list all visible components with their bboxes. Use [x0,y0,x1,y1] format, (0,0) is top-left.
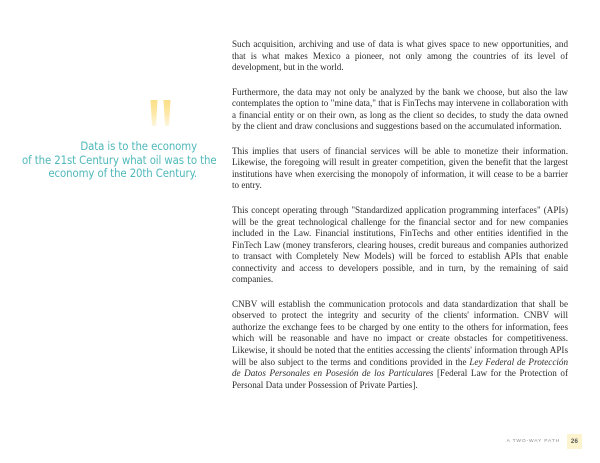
pullquote-line: economy of the 20th Century. [48,167,197,181]
page-number-badge: 26 [567,434,582,449]
body-text-column [232,39,568,391]
body-paragraph: Such acquisition, archiving and use of data is what gives space to new opportunities, and that is what makes Mexico a pioneer, not only among the countries of its level of development, but in the world. [232,39,568,73]
final-paragraph-lead: CNBV will establish the communication protocols and data standardization that shall be observed to protect the integrity and security of the clients' information. CNBV will authorize the exchange fees to be charged by one entity to the others for information, fees which will be reasonable and have no impact or create obstacles for competitiveness. Likewise, it should be noted that the entities accessing the clients' information through APIs will be also subject to the terms and conditions provided in the [232,298,568,367]
body-paragraph: This concept operating through "Standardized application programming interfaces" (APIs) will be the great technological challenge for the financial sector and for new companies included in the Law. Financial institutions, FinTechs and other entities identified in the FinTech Law (money transferors, clearing houses, credit bureaus and companies authorized to transact with Completely New Models) will be forced to establish APIs that enable connectivity and access to developers possible, and in turn, by the remaining of said companies. [232,205,568,285]
body-paragraph: Furthermore, the data may not only be analyzed by the bank we choose, but also the law contemplates the option to "mine data," that is FinTechs may intervene in collaboration with a financial entity or on their own, as long as the client so decides, to study the data owned by the client and draw conclusions and suggestions based on the accumulated information. [232,86,568,132]
pullquote-block [22,100,217,181]
pullquote-line: of the 21st Century what oil was to the [22,153,217,167]
body-paragraph: This implies that users of financial services will be able to monetize their information. Likewise, the foregoing will result in greater competition, given the benefit that the largest institutions have when exercising the monopoly of information, it will cease to be a barrier to entry. [232,145,568,191]
footer-section-label: A TWO-WAY PATH [506,439,560,444]
final-paragraph-tail: [Federal Law for the Protection of Personal Data under Possession of Private Parties]. [232,368,568,390]
pullquote-line: Data is to the economy [80,140,197,153]
law-title-italic: Ley Federal de Protección de Datos Personales en Posesión de los Particulares [232,356,568,379]
page-footer [507,434,582,449]
double-quote-mark-icon [22,100,197,134]
body-paragraph-final [232,299,568,391]
pullquote-text [22,140,217,181]
